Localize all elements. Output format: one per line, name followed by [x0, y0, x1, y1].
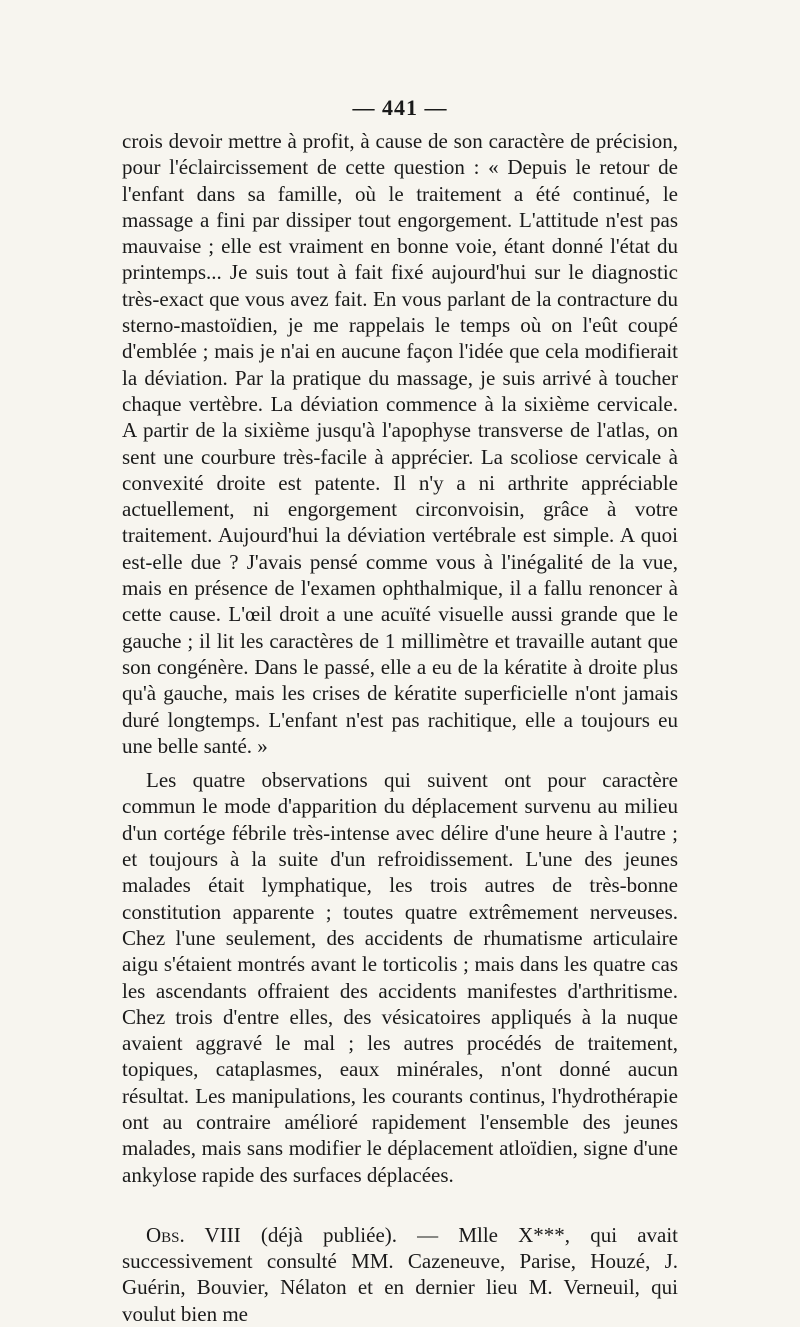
paragraph-quote: crois devoir mettre à profit, à cause de son caractère de précision, pour l'éclaircissement de cette question : « Depuis le retour de l'enfant dans sa famille, où le traitement a été continué, le massage a fini par dissiper tout engorgement. L'attitude n'est pas mauvaise ; elle est vraiment en bonne voie, étant donné l'état du printemps... Je suis tout à fait fixé aujourd'hui sur le diagnostic très-exact que vous avez fait. En vous parlant de la contracture du sterno-mastoïdien, je me rappelais le temps où on l'eût coupé d'emblée ; mais je n'ai en aucune façon l'idée que cela modifierait la déviation. Par la pratique du massage, je suis arrivé à toucher chaque vertèbre. La déviation commence à la sixième cervicale. A partir de la sixième jusqu'à l'apophyse transverse de l'atlas, on sent une courbure très-facile à apprécier. La scoliose cervicale à convexité droite est patente. Il n'y a ni arthrite appréciable actuellement, ni engorgement circonvoisin, grâce à votre traitement. Aujourd'hui la déviation vertébrale est simple. A quoi est-elle due ? J'avais pensé comme vous à l'inégalité de la vue, mais en présence de l'examen ophthalmique, il a fallu renoncer à cette cause. L'œil droit a une acuïté visuelle aussi grande que le gauche ; il lit les caractères de 1 millimètre et travaille autant que son congénère. Dans le passé, elle a eu de la kératite à droite plus qu'à gauche, mais les crises de kératite superficielle n'ont jamais duré longtemps. L'enfant n'est pas rachitique, elle a toujours eu une belle santé. »	[122, 129, 678, 758]
page-number: — 441 —	[352, 95, 448, 120]
body-text	[122, 128, 678, 1327]
paragraph-observations: Les quatre observations qui suivent ont pour caractère commun le mode d'apparition du déplacement survenu au milieu d'un cortége fébrile très-intense avec délire d'une heure à l'autre ; et toujours à la suite d'un refroidissement. L'une des jeunes malades était lymphatique, les trois autres de très-bonne constitution apparente ; toutes quatre extrêmement nerveuses. Chez l'une seulement, des accidents de rhumatisme articulaire aigu s'étaient montrés avant le torticolis ; mais dans les quatre cas les ascendants offraient des accidents manifestes d'arthritisme. Chez trois d'entre elles, des vésicatoires appliqués à la nuque avaient aggravé le mal ; les autres procédés de traitement, topiques, cataplasmes, eaux minérales, n'ont donné aucun résultat. Les manipulations, les courants continus, l'hydrothérapie ont au contraire amélioré rapidement l'ensemble des jeunes malades, mais sans modifier le déplacement atloïdien, signe d'une ankylose rapide des surfaces déplacées.	[122, 768, 678, 1187]
obs-text: (déjà publiée). — Mlle X***, qui avait successivement consulté MM. Cazeneuve, Parise, Houzé, J. Guérin, Bouvier, Nélaton et en dernier lieu M. Verneuil, qui voulut bien me	[122, 1222, 678, 1326]
obs-label: Obs. VIII	[146, 1222, 241, 1247]
paragraph-obs-viii	[122, 1222, 678, 1327]
